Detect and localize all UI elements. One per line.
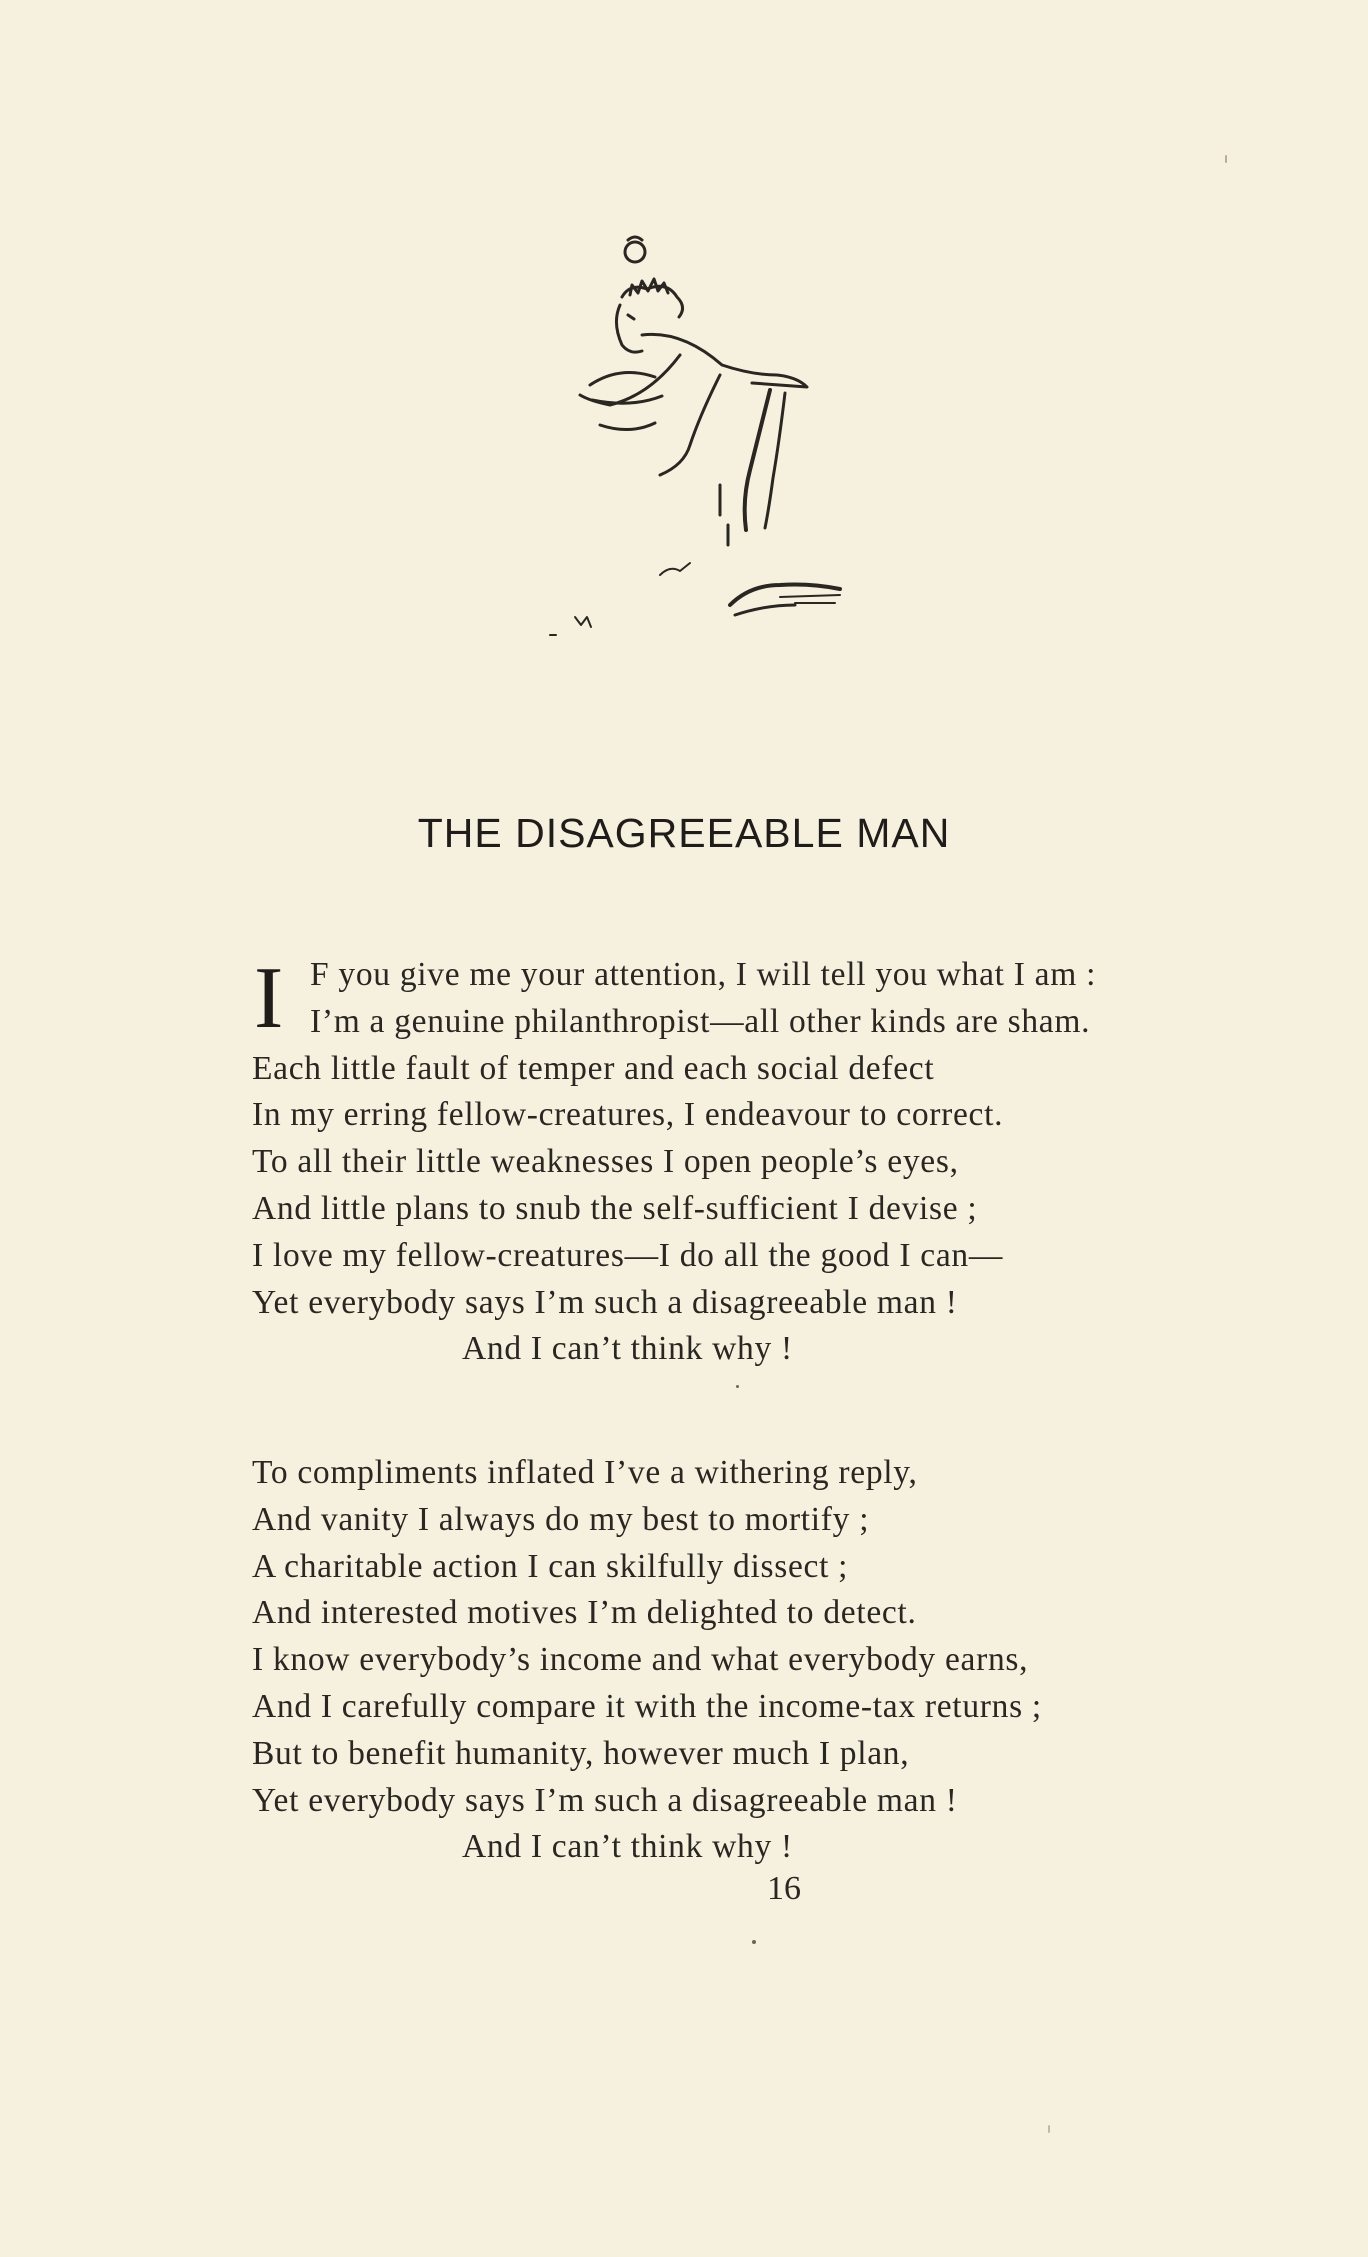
verse-line: And I carefully compare it with the income-tax returns ; xyxy=(252,1687,1042,1725)
disagreeable-man-illustration-icon xyxy=(530,225,930,655)
verse-line: To all their little weaknesses I open people’s eyes, xyxy=(252,1143,959,1181)
verse-line: But to benefit humanity, however much I plan, xyxy=(252,1734,910,1772)
verse-line: Each little fault of temper and each social defect xyxy=(252,1049,935,1087)
verse-line: Yet everybody says I’m such a disagreeable man ! xyxy=(252,1781,958,1819)
stanza-2 xyxy=(252,1450,1312,1871)
verse-line: And interested motives I’m delighted to detect. xyxy=(252,1594,917,1632)
stanza-1 xyxy=(252,952,1312,1373)
verse-line: And little plans to snub the self-sufficient I devise ; xyxy=(252,1189,978,1227)
verse-line: In my erring fellow-creatures, I endeavour to correct. xyxy=(252,1096,1004,1134)
verse-line: And vanity I always do my best to mortify ; xyxy=(252,1500,870,1538)
verse-line: To compliments inflated I’ve a withering reply, xyxy=(252,1454,918,1491)
verse-line: F you give me your attention, I will tell you what I am : xyxy=(310,956,1097,993)
verse-line: Yet everybody says I’m such a disagreeable man ! xyxy=(252,1283,958,1321)
refrain-line: And I can’t think why ! xyxy=(462,1330,793,1368)
paper-speck xyxy=(752,1940,756,1944)
paper-speck xyxy=(1048,2125,1050,2133)
verse-line: I’m a genuine philanthropist—all other kinds are sham. xyxy=(310,1002,1091,1040)
paper-speck xyxy=(1225,155,1227,163)
drop-cap: I xyxy=(254,950,285,1047)
paper-speck xyxy=(736,1385,739,1388)
verse-line: A charitable action I can skilfully dissect ; xyxy=(252,1547,849,1585)
page-number: 16 xyxy=(767,1870,801,1907)
verse-line: I love my fellow-creatures—I do all the good I can— xyxy=(252,1236,1004,1274)
verse-line: I know everybody’s income and what everybody earns, xyxy=(252,1641,1029,1679)
refrain-line: And I can’t think why ! xyxy=(462,1828,793,1866)
page-title: THE DISAGREEABLE MAN xyxy=(417,810,951,856)
